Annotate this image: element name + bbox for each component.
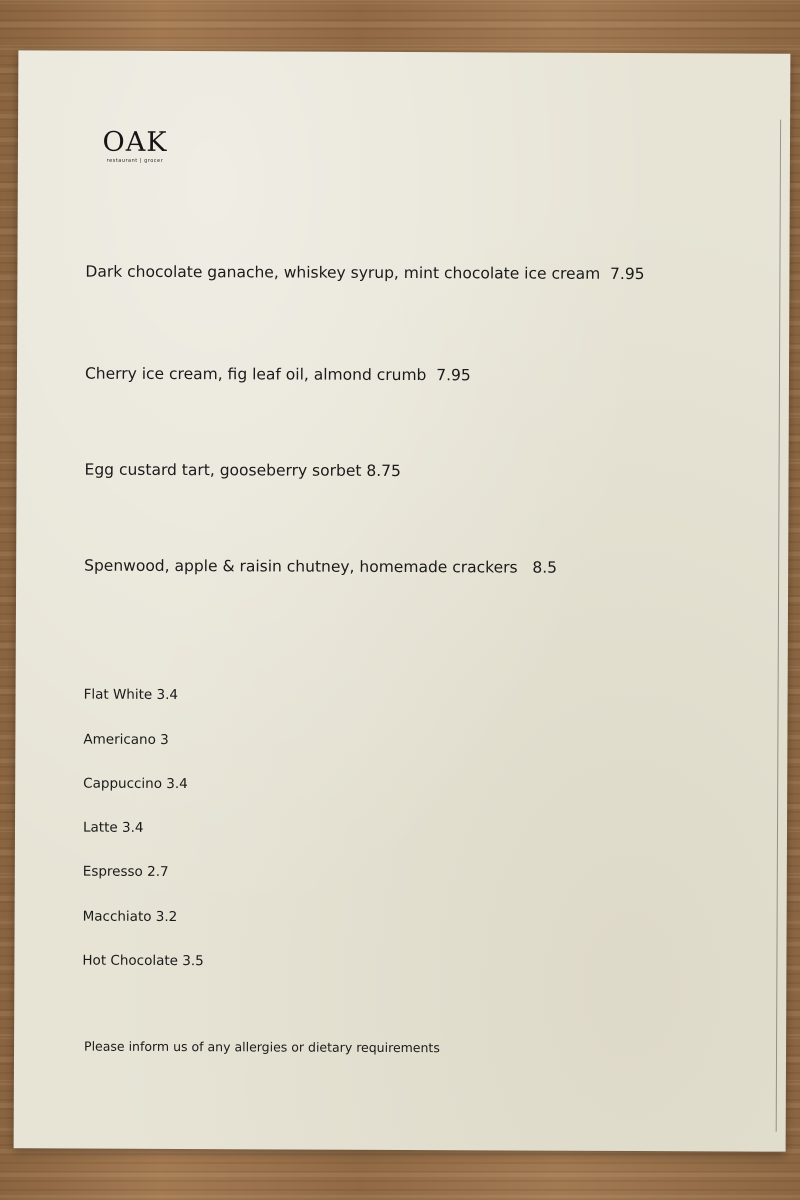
- dessert-item: [85, 365, 471, 385]
- drink-price: 3.4: [156, 686, 179, 704]
- drink-item: [83, 776, 188, 792]
- dessert-item: [85, 263, 644, 283]
- dessert-name: Spenwood, apple & raisin chutney, homemade crackers: [84, 556, 518, 577]
- dessert-name: Dark chocolate ganache, whiskey syrup, mint chocolate ice cream: [85, 262, 601, 283]
- drink-name: Americano: [83, 731, 156, 748]
- dessert-price: 8.5: [532, 558, 558, 577]
- drink-name: Latte: [82, 819, 118, 836]
- drink-price: 3.4: [121, 819, 144, 836]
- drink-name: Hot Chocolate: [82, 952, 179, 970]
- allergy-notice: Please inform us of any allergies or dietary requirements: [84, 1038, 440, 1056]
- drink-item: [83, 909, 178, 925]
- dessert-item: [84, 557, 557, 577]
- dessert-price: 7.95: [436, 366, 471, 385]
- logo-tagline: restaurant | grocer: [106, 157, 164, 164]
- drink-price: 3.2: [155, 908, 178, 926]
- dessert-item: [85, 461, 401, 480]
- logo-wordmark: OAK: [102, 126, 168, 158]
- drink-price: 3: [160, 731, 169, 748]
- dessert-price: 7.95: [610, 264, 645, 284]
- menu-sheet: [14, 50, 791, 1151]
- drink-item: [84, 687, 178, 703]
- drink-price: 3.5: [182, 953, 204, 970]
- drink-name: Macchiato: [82, 908, 152, 925]
- dessert-price: 8.75: [366, 461, 401, 480]
- paper-edge-line: [776, 120, 781, 1132]
- drink-price: 3.4: [166, 775, 188, 793]
- drink-name: Espresso: [82, 863, 143, 880]
- drink-item: [82, 953, 203, 970]
- drink-name: Flat White: [83, 686, 153, 703]
- restaurant-logo: [90, 126, 180, 164]
- drink-price: 2.7: [147, 863, 169, 880]
- dessert-name: Egg custard tart, gooseberry sorbet: [84, 460, 362, 480]
- drink-item: [83, 732, 168, 748]
- drink-name: Cappuccino: [83, 775, 163, 792]
- drink-item: [83, 864, 169, 880]
- dessert-name: Cherry ice cream, fig leaf oil, almond crumb: [84, 364, 427, 385]
- drink-item: [83, 820, 144, 836]
